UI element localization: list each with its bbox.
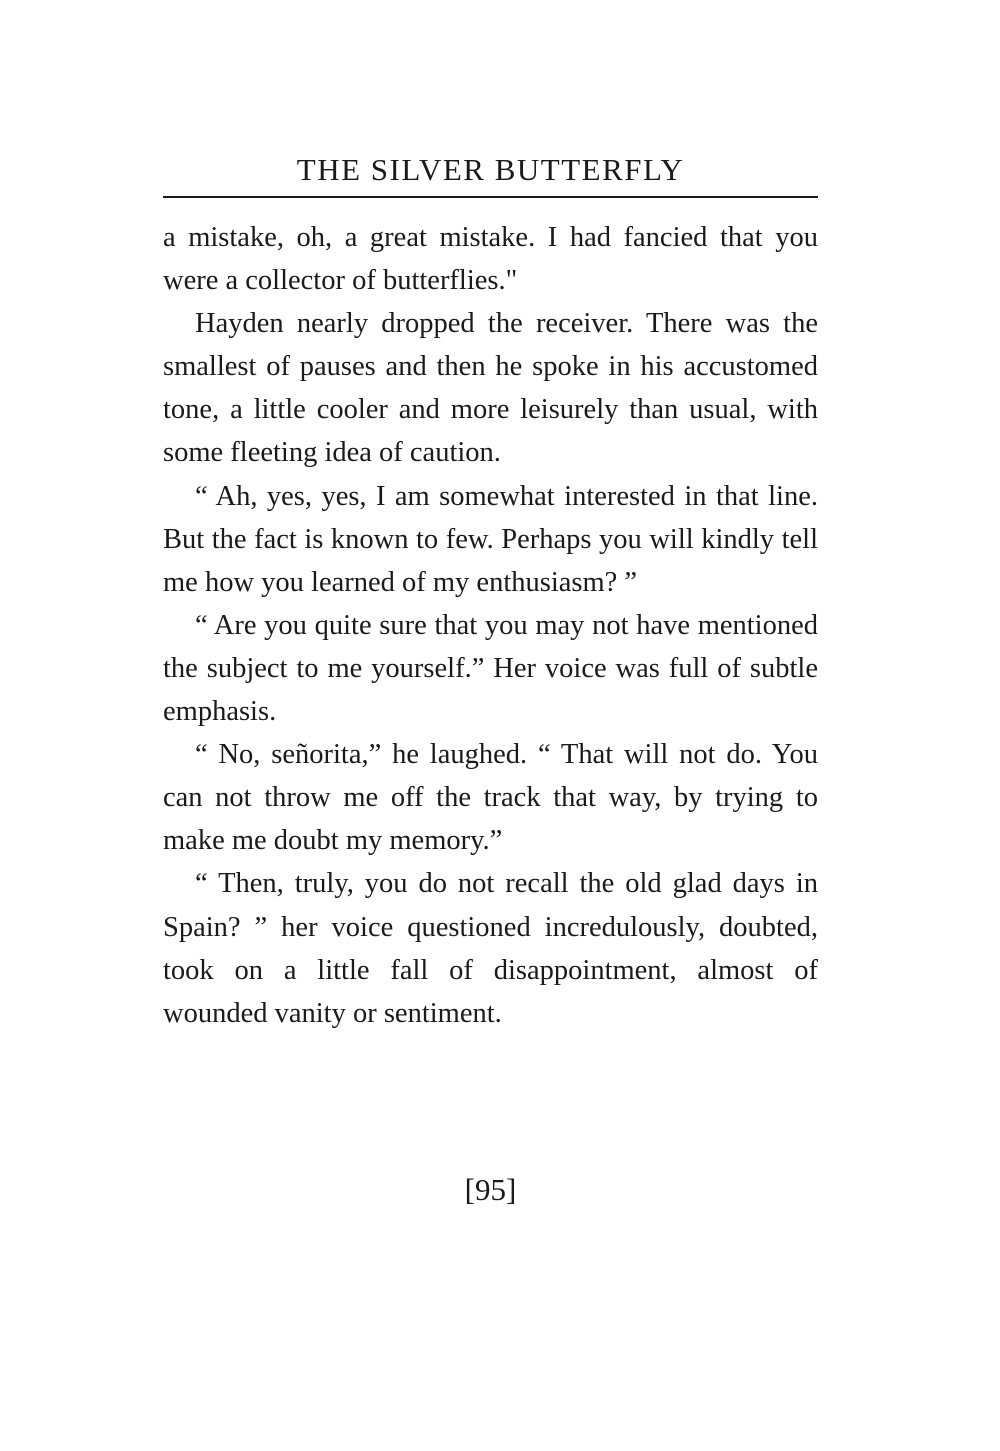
paragraph-continued: a mistake, oh, a great mistake. I had fancied that you were a collector of butterflies." [163,222,818,297]
header-rule [163,196,818,198]
paragraph: Hayden nearly dropped the receiver. There was the smallest of pauses and then he spoke in his accustomed tone, a little cooler and more leisurely than usual, with some fleeting idea of caution. [163,308,818,469]
paragraph: “ Then, truly, you do not recall the old glad days in Spain? ” her voice questioned incredulously, doubted, took on a little fall of disappointment, almost of wounded vanity or sentiment. [163,868,818,1029]
page-number: [95] [464,1172,517,1207]
paragraph: “ Ah, yes, yes, I am somewhat interested in that line. But the fact is known to few. Perhaps you will kindly tell me how you learned of my enthusiasm? ” [163,480,818,598]
paragraph: “ No, señorita,” he laughed. “ That will not do. You can not throw me off the track that way, by trying to make me doubt my memory.” [163,739,818,857]
body-text [163,216,818,1035]
paragraph: “ Are you quite sure that you may not have mentioned the subject to me yourself.” Her voice was full of subtle emphasis. [163,609,818,728]
running-head: THE SILVER BUTTERFLY [296,152,685,187]
